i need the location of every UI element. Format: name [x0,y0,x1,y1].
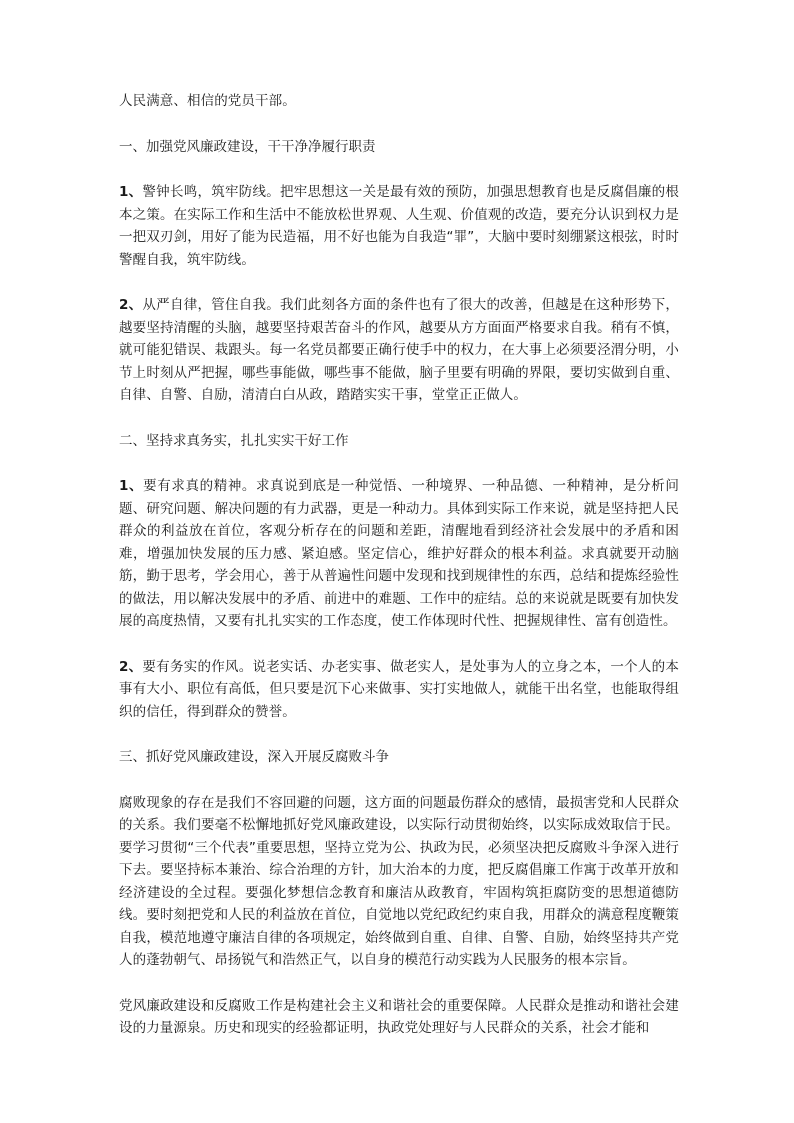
paragraph-text: 警钟长鸣，筑牢防线。把牢思想这一关是最有效的预防，加强思想教育也是反腐倡廉的根本之策。在实际工作和生活中不能放松世界观、人生观、价值观的改造，要充分认识到权力是一把双刃剑，用好了能为民造福，用不好也能为自我造“罪”，大脑中要时刻绷紧这根弦，时时警醒自我，筑牢防线。 [119,184,679,268]
section-1-heading: 一、加强党风廉政建设，干干净净履行职责 [119,138,376,155]
section-2-paragraph-2 [119,656,679,724]
section-3-paragraph-1 [119,792,679,972]
paragraph-text: 从严自律，管住自我。我们此刻各方面的条件也有了很大的改善，但越是在这种形势下，越要坚持清醒的头脑，越要坚持艰苦奋斗的作风，越要从方方面面严格要求自我。稍有不慎，就可能犯错误、栽跟头。每一名党员都要正确行使手中的权力，在大事上必须要泾渭分明，小节上时刻从严把握，哪些事能做，哪些事不能做，脑子里要有明确的界限，要切实做到自重、自律、自警、自励，清清白白从政，踏踏实实干事，堂堂正正做人。 [119,297,679,403]
section-3-paragraph-2 [119,995,679,1040]
intro-fragment: 人民满意、相信的党员干部。 [119,93,296,109]
item-number: 1、 [119,478,144,494]
item-number: 1、 [119,184,143,200]
section-2-paragraph-1 [119,475,679,633]
item-number: 2、 [119,658,143,675]
section-2-heading: 二、坚持求真务实，扎扎实实干好工作 [119,432,349,449]
paragraph-text: 党风廉政建设和反腐败工作是构建社会主义和谐社会的重要保障。人民群众是推动和谐社会建设的力量源泉。历史和现实的经验都证明，执政党处理好与人民群众的关系，社会才能和 [119,997,679,1036]
section-1-paragraph-2 [119,294,679,407]
paragraph-text: 要有求真的精神。求真说到底是一种觉悟、一种境界、一种品德、一种精神，是分析问题、研究问题、解决问题的有力武器，更是一种动力。具体到实际工作来说，就是坚持把人民群众的利益放在首位，客观分析存在的问题和差距，清醒地看到经济社会发展中的矛盾和困难，增强加快发展的压力感、紧迫感。坚定信心，维护好群众的根本利益。求真就要开动脑筋，勤于思考，学会用心，善于从普遍性问题中发现和找到规律性的东西，总结和提炼经验性的做法，用以解决发展中的矛盾、前进中的难题、工作中的症结。总的来说就是既要有加快发展的高度热情，又要有扎扎实实的工作态度，使工作体现时代性、把握规律性、富有创造性。 [119,478,679,629]
paragraph-text: 要有务实的作风。说老实话、办老实事、做老实人，是处事为人的立身之本，一个人的本事有大小、职位有高低，但只要是沉下心来做事、实打实地做人，就能干出名堂，也能取得组织的信任，得到群众的赞誉。 [119,658,679,720]
document-page [119,90,679,1040]
section-3-heading: 三、抓好党风廉政建设，深入开展反腐败斗争 [119,749,389,765]
section-1-paragraph-1 [119,181,679,271]
item-number: 2、 [119,297,143,313]
paragraph-text: 腐败现象的存在是我们不容回避的问题，这方面的问题最伤群众的感情，最损害党和人民群众的关系。我们要毫不松懈地抓好党风廉政建设，以实际行动贯彻始终，以实际成效取信于民。要学习贯彻“三个代表”重要思想，坚持立党为公、执政为民，必须坚决把反腐败斗争深入进行下去。要坚持标本兼治、综合治理的方针，加大治本的力度，把反腐倡廉工作寓于改革开放和经济建设的全过程。要强化梦想信念教育和廉洁从政教育，牢固构筑拒腐防变的思想道德防线。要时刻把党和人民的利益放在首位，自觉地以党纪政纪约束自我，用群众的满意程度鞭策自我，模范地遵守廉洁自律的各项规定，始终做到自重、自律、自警、自励，始终坚持共产党人的蓬勃朝气、昂扬锐气和浩然正气，以自身的模范行动实践为人民服务的根本宗旨。 [119,794,679,968]
